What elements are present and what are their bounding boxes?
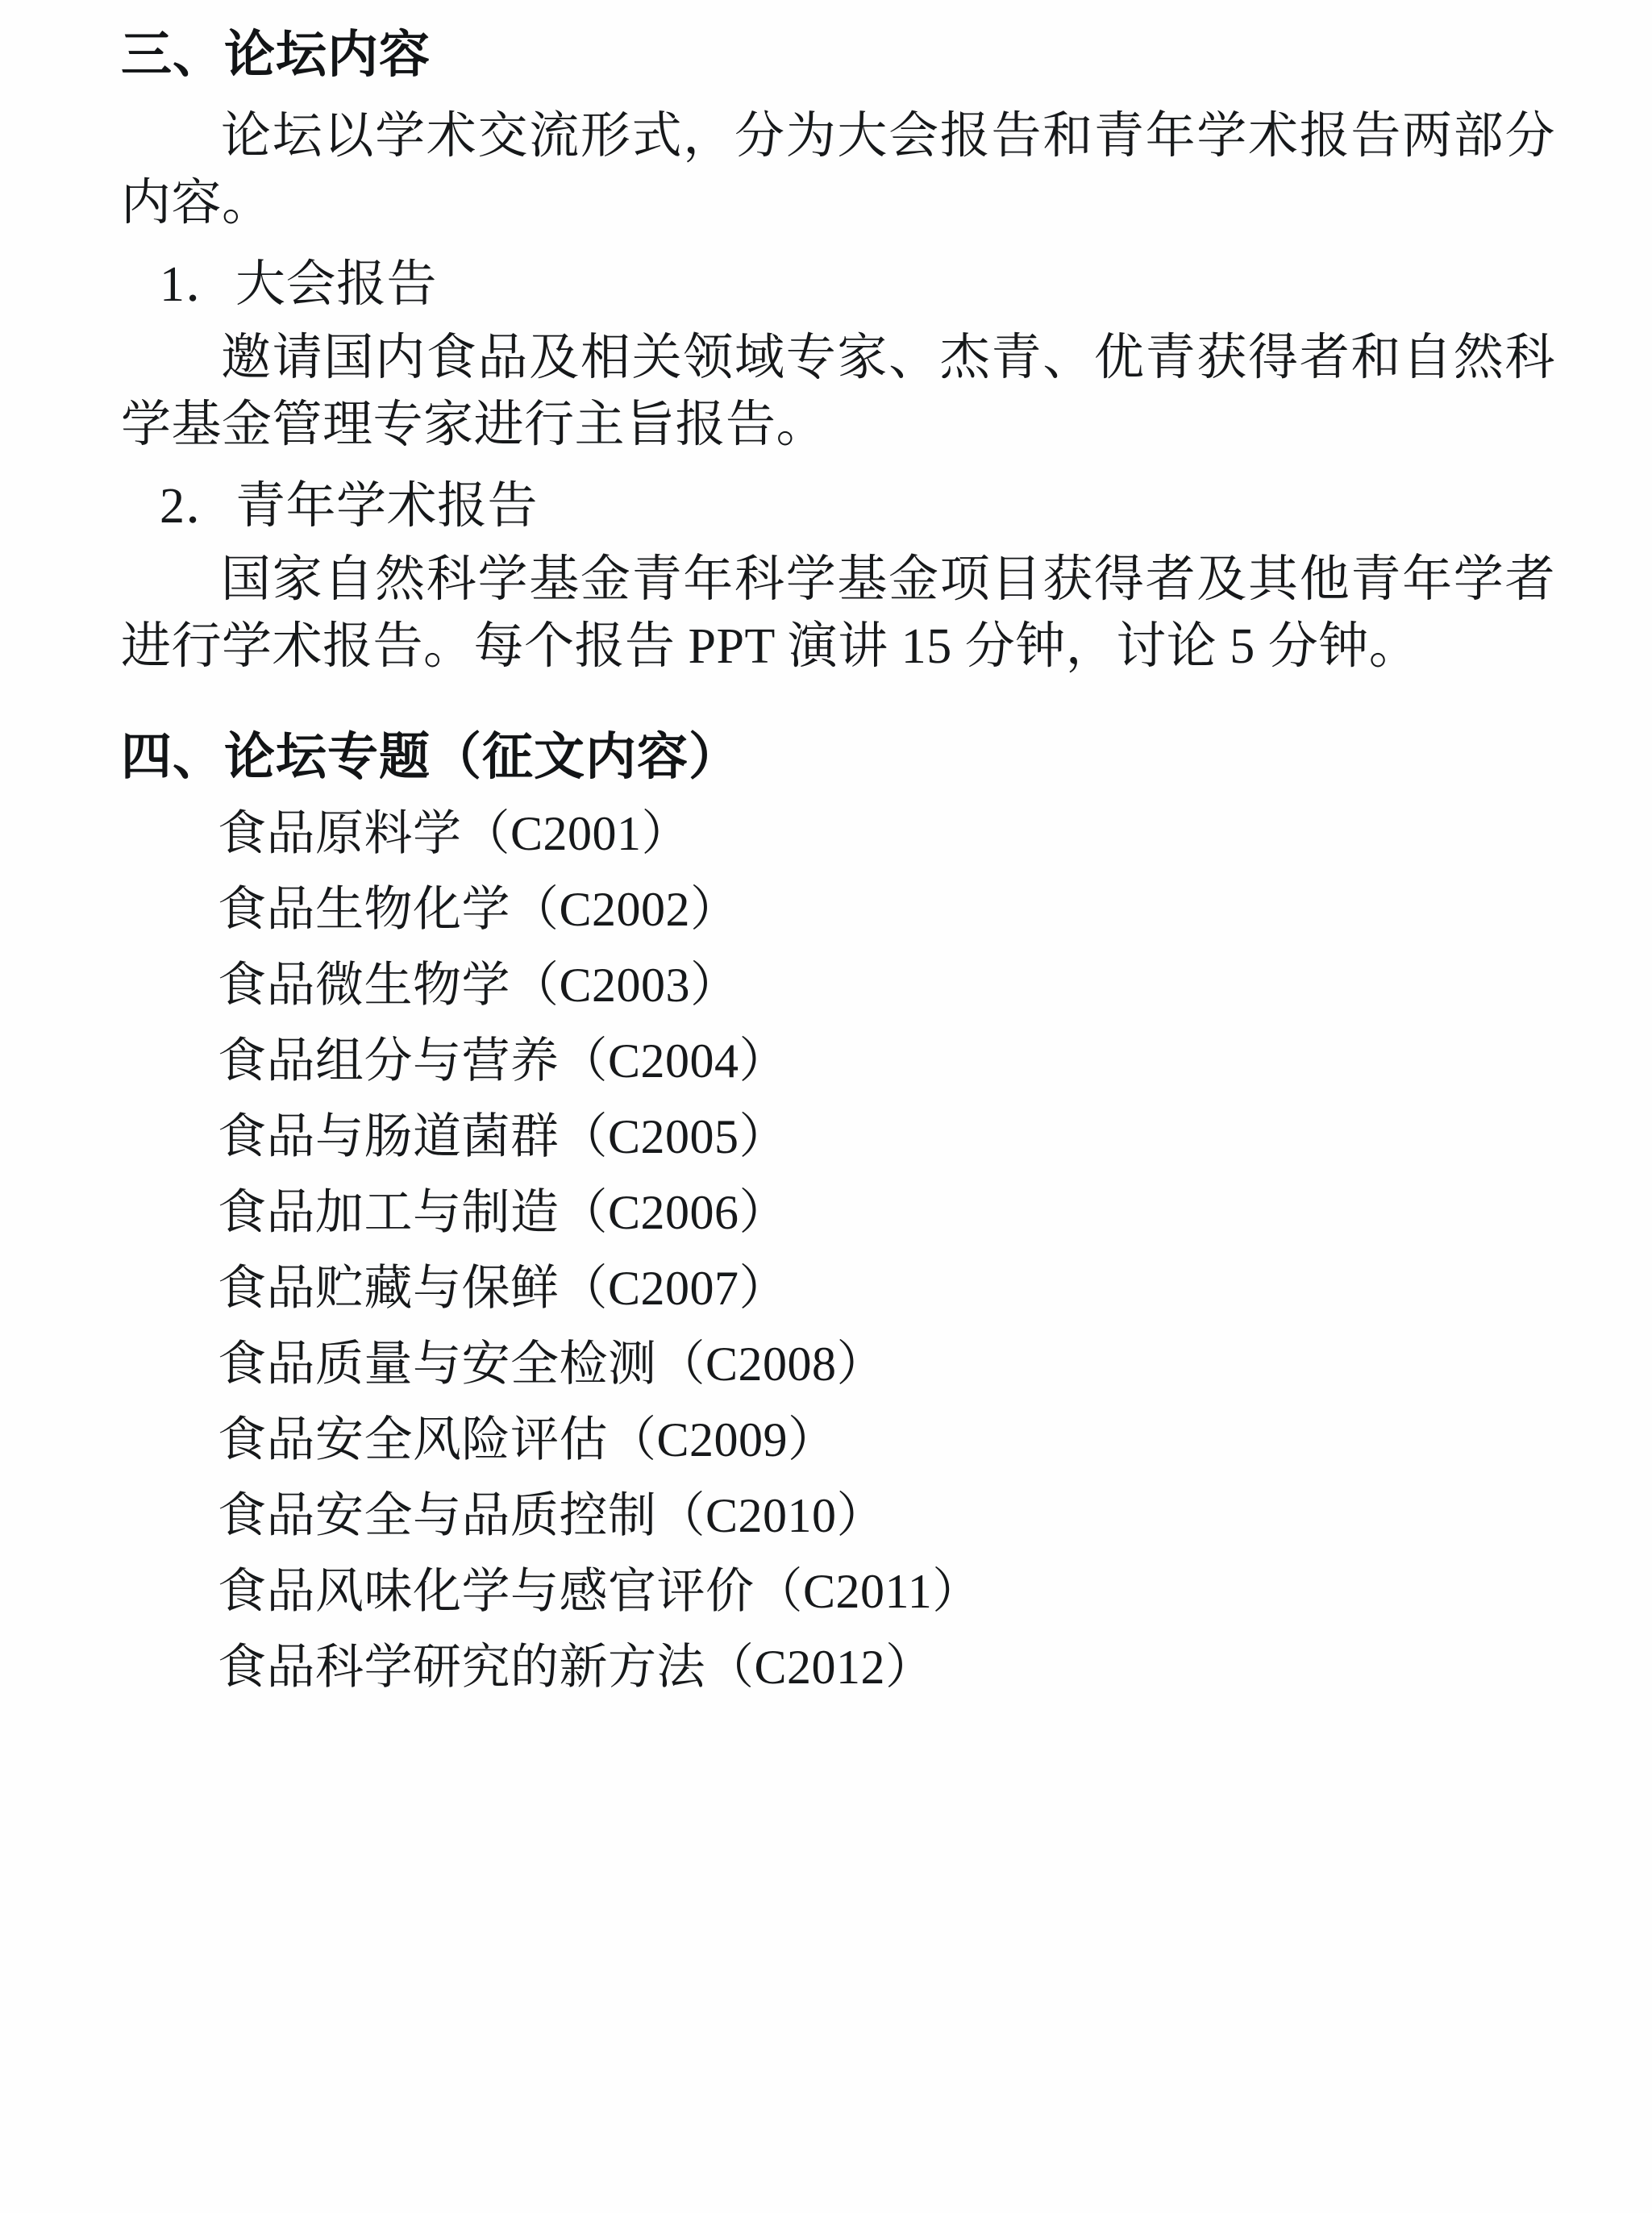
paragraph-forum-content-intro: 论坛以学术交流形式，分为大会报告和青年学术报告两部分内容。 [121, 108, 1555, 231]
list-item-topic: 食品原料学（C2001） [218, 807, 691, 861]
list-item-plenary-report-label: 1．大会报告 [160, 257, 438, 313]
topic-list [121, 807, 1555, 1695]
list-item-topic: 食品组分与营养（C2004） [218, 1034, 789, 1088]
list-item-topic: 食品科学研究的新方法（C2012） [218, 1641, 934, 1695]
list-item-topic: 食品与肠道菌群（C2005） [218, 1110, 789, 1164]
section-heading-forum-topics: 四、论坛专题（征文内容） [121, 728, 740, 785]
list-item-topic: 食品安全风险评估（C2009） [218, 1413, 837, 1467]
list-item-topic: 食品微生物学（C2003） [218, 959, 739, 1013]
list-item-youth-report-label: 2．青年学术报告 [160, 479, 539, 535]
list-item-topic: 食品生物化学（C2002） [218, 883, 739, 937]
list-item-topic: 食品质量与安全检测（C2008） [218, 1337, 886, 1391]
document-body [121, 23, 1555, 1695]
list-item-topic: 食品风味化学与感官评价（C2011） [218, 1565, 981, 1619]
paragraph-youth-report: 国家自然科学基金青年科学基金项目获得者及其他青年学者进行学术报告。每个报告 PPT 演讲 15 分钟，讨论 5 分钟。 [121, 552, 1555, 675]
section-heading-forum-content: 三、论坛内容 [121, 27, 431, 83]
list-item-topic: 食品加工与制造（C2006） [218, 1186, 789, 1240]
list-item-topic: 食品安全与品质控制（C2010） [218, 1489, 886, 1543]
list-item-topic: 食品贮藏与保鲜（C2007） [218, 1262, 789, 1316]
paragraph-plenary-report: 邀请国内食品及相关领域专家、杰青、优青获得者和自然科学基金管理专家进行主旨报告。 [121, 331, 1555, 453]
